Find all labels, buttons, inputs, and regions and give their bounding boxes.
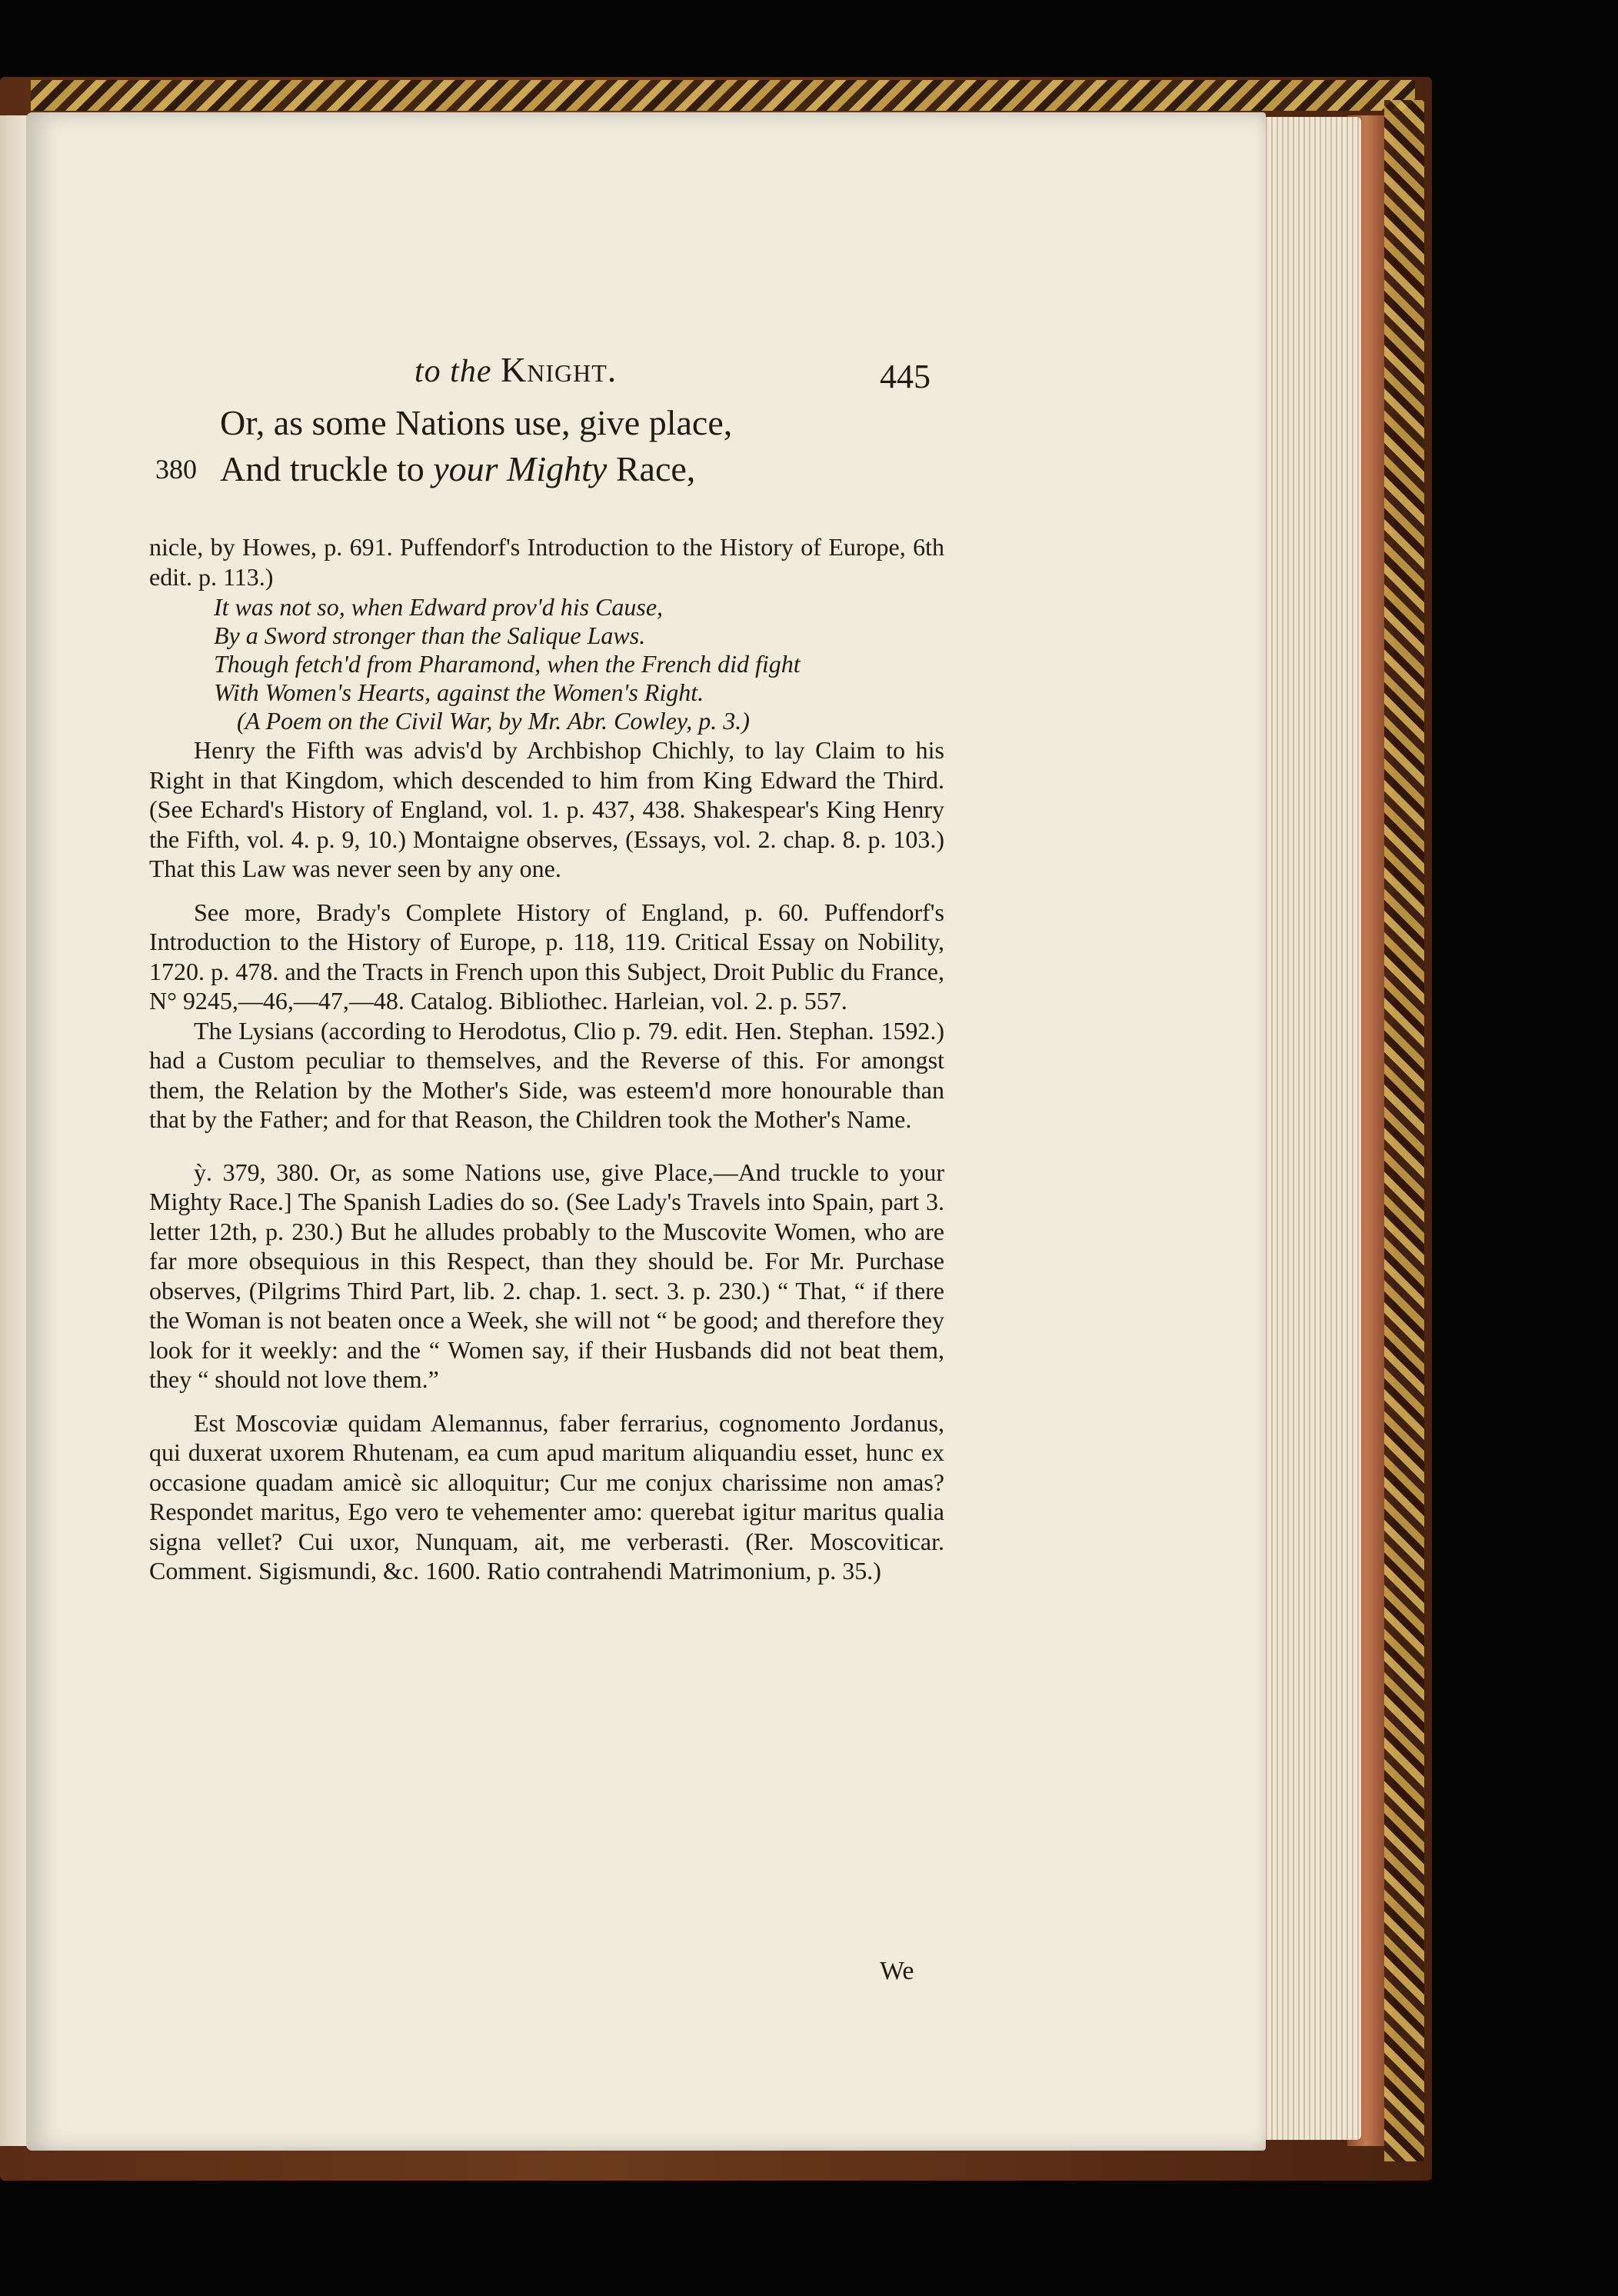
line-number: 380 (155, 454, 197, 485)
note-paragraph: nicle, by Howes, p. 691. Puffendorf's Introduction to the History of Europe, 6th edit. p. 113.) (149, 533, 944, 591)
running-head-knight: Knight. (500, 350, 618, 389)
book-page (26, 112, 1266, 2151)
verse-line (149, 446, 944, 492)
running-head (149, 349, 944, 400)
running-head-prefix: to the (414, 354, 492, 389)
verse-text: And truckle to (220, 449, 434, 488)
note-paragraph: Est Moscoviæ quidam Alemannus, faber ferrarius, cognomento Jordanus, qui duxerat uxorem Rhutenam, ea cum apud maritum aliquandiu esset, hunc ex occasione quadam amicè sic alloquitur; Cur me conjux charissime non amas? Respondet maritus, Ego vero te vehementer amo: querebat igitur maritus qualia signa vellet? Cui uxor, Nunquam, ait, me verberasti. (Rer. Moscoviticar. Comment. Sigismundi, &c. 1600. Ratio contrahendi Matrimonium, p. 35.) (149, 1408, 944, 1585)
verse-line (149, 400, 944, 446)
poem-source: (A Poem on the Civil War, by Mr. Abr. Cowley, p. 3.) (237, 707, 750, 735)
note-paragraph: See more, Brady's Complete History of England, p. 60. Puffendorf's Introduction to the History of Europe, p. 118, 119. Critical Essay on Nobility, 1720. p. 478. and the Tracts in French upon this Subject, Droit Public du France, N° 9245,—46,—47,—48. Catalog. Bibliothec. Harleian, vol. 2. p. 557. (149, 898, 944, 1015)
text-block (149, 349, 944, 1586)
footnotes (149, 532, 944, 1586)
verse-text-italic: your Mighty (433, 449, 608, 488)
gilt-border-top (31, 80, 1415, 111)
gilt-border-right (1384, 100, 1424, 2161)
poem-line: Though fetch'd from Pharamond, when the French did fight (214, 650, 801, 678)
poem-line: With Women's Hearts, against the Women's Right. (214, 678, 704, 706)
page-number: 445 (880, 358, 931, 395)
note-paragraph: The Lysians (according to Herodotus, Clio p. 79. edit. Hen. Stephan. 1592.) had a Custom peculiar to themselves, and the Reverse of this. For amongst them, the Relation by the Mother's Side, was esteem'd more honourable than that by the Father; and for that Reason, the Children took the Mother's Name. (149, 1016, 944, 1133)
verse-block (149, 400, 944, 492)
note-paragraph: ỳ. 379, 380. Or, as some Nations use, give Place,—And truckle to your Mighty Race.] The Spanish Ladies do so. (See Lady's Travels into Spain, part 3. letter 12th, p. 230.) But he alludes probably to the Muscovite Women, who are far more obsequious in this Respect, than they should be. For Mr. Purchase observes, (Pilgrims Third Part, lib. 2. chap. 1. sect. 3. p. 230.) “ That, “ if there the Woman is not beaten once a Week, she will not “ be good; and therefore they look for it weekly: and the “ Women say, if their Husbands did not beat them, they “ should not love them.” (149, 1158, 944, 1393)
poem-line: By a Sword stronger than the Salique Laws. (214, 621, 646, 649)
poem-line: It was not so, when Edward prov'd his Cause, (214, 593, 664, 621)
verse-text: Or, as some Nations use, give place, (220, 403, 733, 442)
quoted-poem (214, 593, 944, 735)
verse-text: Race, (607, 449, 696, 488)
catchword: We (880, 1957, 914, 1985)
running-head-title (414, 349, 617, 390)
note-paragraph: Henry the Fifth was advis'd by Archbishop Chichly, to lay Claim to his Right in that Kingdom, which descended to him from King Edward the Third. (See Echard's History of England, vol. 1. p. 437, 438. Shakespear's King Henry the Fifth, vol. 4. p. 9, 10.) Montaigne observes, (Essays, vol. 2. chap. 8. p. 103.) That this Law was never seen by any one. (149, 736, 944, 882)
